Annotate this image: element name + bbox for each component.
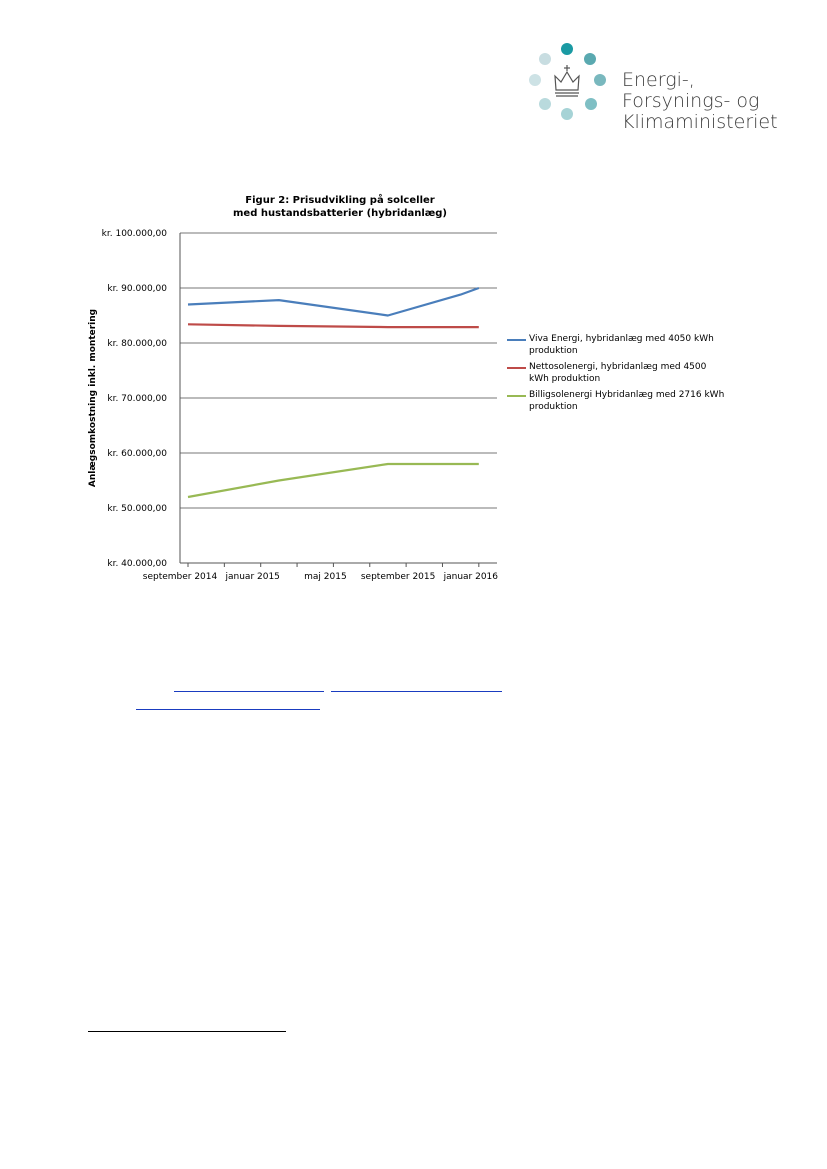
series-line — [188, 464, 479, 497]
y-tick-label: kr. 90.000,00 — [107, 284, 167, 294]
legend-swatch — [507, 339, 526, 341]
x-tick-label: maj 2015 — [304, 572, 347, 582]
y-tick-label: kr. 40.000,00 — [107, 559, 167, 569]
x-tick-label: september 2015 — [360, 572, 436, 582]
legend-item — [507, 361, 727, 385]
x-tick-label: januar 2015 — [225, 572, 280, 582]
legend-item — [507, 333, 727, 357]
series-line — [188, 288, 479, 316]
legend-label: Viva Energi, hybridanlæg med 4050 kWh produktion — [529, 334, 714, 356]
hyperlink-underline[interactable] — [174, 691, 324, 692]
legend-label: Billigsolenergi Hybridanlæg med 2716 kWh produktion — [529, 390, 725, 412]
y-tick-label: kr. 100.000,00 — [101, 229, 167, 239]
ministry-name-line: Klimaministeriet — [622, 111, 778, 133]
x-tick-label: september 2014 — [142, 572, 218, 582]
ministry-name-line: Energi-, — [622, 69, 695, 91]
legend-item — [507, 389, 727, 413]
y-tick-label: kr. 80.000,00 — [107, 339, 167, 349]
y-tick-label: kr. 50.000,00 — [107, 504, 167, 514]
hyperlink-underline[interactable] — [136, 709, 320, 710]
x-tick-label: januar 2016 — [443, 572, 499, 582]
legend-label: Nettosolenergi, hybridanlæg med 4500 kWh produktion — [529, 362, 707, 384]
series-line — [188, 324, 479, 327]
y-tick-label: kr. 60.000,00 — [107, 449, 167, 459]
ministry-name-line: Forsynings- og — [622, 90, 760, 112]
chart-title-line: Figur 2: Prisudvikling på solceller — [245, 195, 435, 206]
y-axis-label: Anlægsomkostning inkl. montering — [88, 308, 98, 488]
chart-legend — [507, 333, 727, 417]
legend-swatch — [507, 367, 526, 369]
hyperlink-underline[interactable] — [331, 691, 502, 692]
legend-swatch — [507, 395, 526, 397]
chart-title-line: med hustandsbatterier (hybridanlæg) — [233, 208, 447, 219]
footnote-separator — [88, 1031, 286, 1032]
y-tick-label: kr. 70.000,00 — [107, 394, 167, 404]
